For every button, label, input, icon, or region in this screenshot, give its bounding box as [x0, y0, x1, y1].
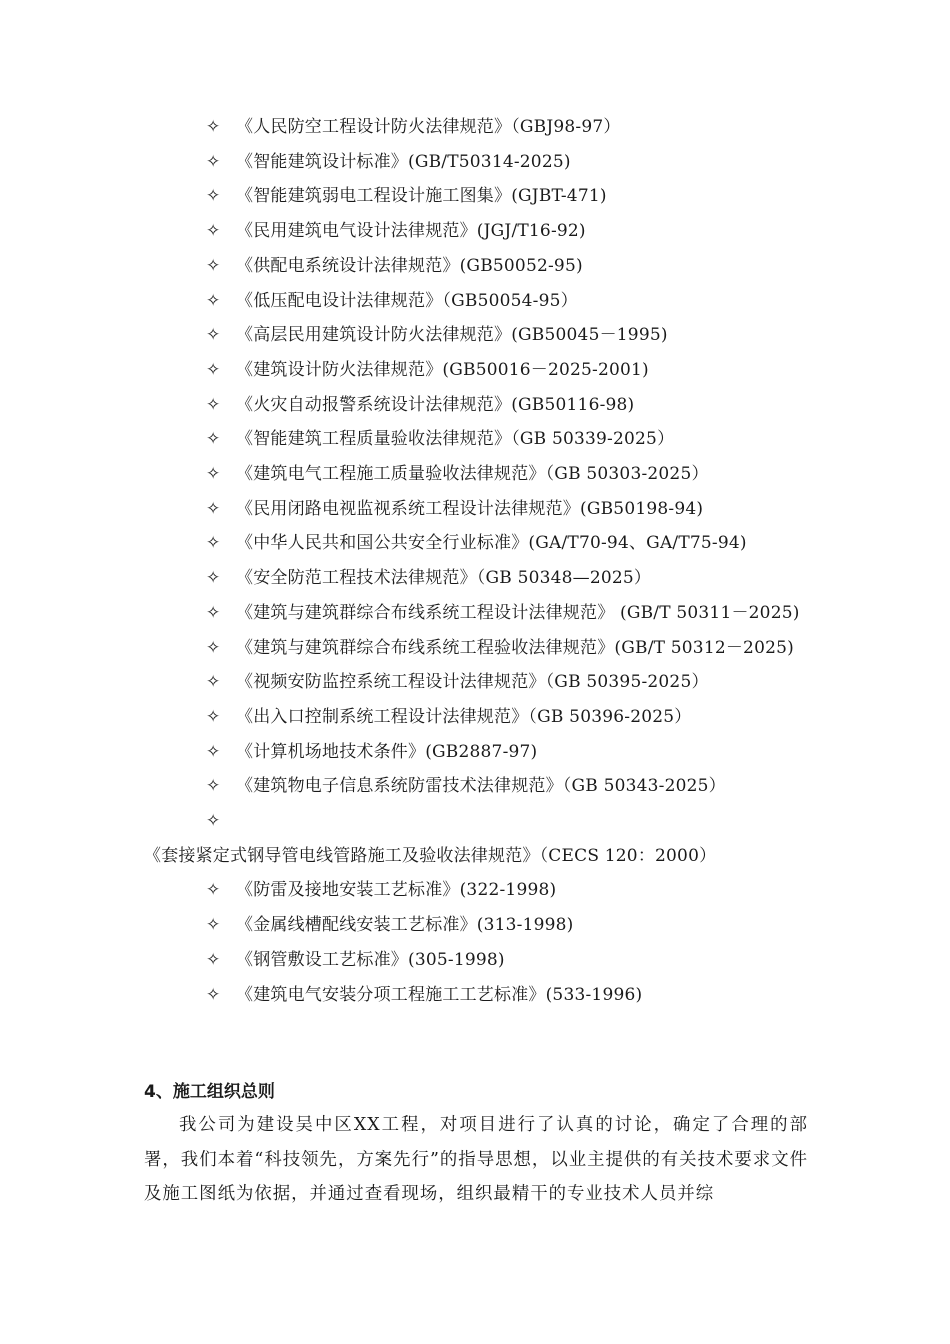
construction-principles-section [144, 1076, 808, 1212]
section-heading: 4、施工组织总则 [144, 1082, 275, 1102]
reference-text: 《智能建筑设计标准》(GB/T50314-2025) [236, 151, 571, 172]
reference-item [144, 179, 808, 214]
reference-text: 《火灾自动报警系统设计法律规范》(GB50116-98) [236, 394, 635, 415]
reference-item [144, 943, 808, 978]
reference-text: 《金属线槽配线安装工艺标准》(313-1998) [236, 915, 574, 936]
reference-text: 《建筑与建筑群综合布线系统工程验收法律规范》(GB/T 50312－2025) [236, 637, 794, 658]
diamond-bullet-icon: ✧ [206, 533, 221, 554]
reference-text: 《钢管敷设工艺标准》(305-1998) [236, 949, 505, 970]
reference-item [144, 700, 808, 735]
reference-item [144, 353, 808, 388]
diamond-bullet-icon: ✧ [206, 325, 221, 346]
reference-item [144, 318, 808, 353]
diamond-bullet-icon: ✧ [206, 221, 221, 242]
diamond-bullet-icon: ✧ [206, 151, 221, 172]
diamond-bullet-icon: ✧ [206, 568, 221, 589]
reference-item [144, 214, 808, 249]
reference-text: 《人民防空工程设计防火法律规范》（GBJ98-97） [236, 117, 621, 137]
reference-item [144, 110, 808, 145]
reference-text: 《智能建筑弱电工程设计施工图集》(GJBT-471) [236, 186, 607, 207]
reference-text: 《套接紧定式钢导管电线管路施工及验收法律规范》（CECS 120：2000） [144, 845, 717, 866]
reference-text: 《出入口控制系统工程设计法律规范》（GB 50396-2025） [236, 706, 692, 727]
diamond-bullet-icon: ✧ [206, 255, 221, 276]
reference-item [144, 631, 808, 666]
diamond-bullet-icon: ✧ [206, 706, 221, 727]
reference-text: 《建筑电气安装分项工程施工工艺标准》(533-1996) [236, 984, 643, 1005]
reference-text: 《民用建筑电气设计法律规范》(JGJ/T16-92) [236, 221, 586, 242]
reference-text: 《低压配电设计法律规范》（GB50054-95） [236, 290, 578, 311]
reference-text: 《安全防范工程技术法律规范》（GB 50348—2025） [236, 568, 652, 589]
diamond-bullet-icon: ✧ [206, 186, 221, 207]
reference-text: 《视频安防监控系统工程设计法律规范》（GB 50395-2025） [236, 672, 709, 693]
diamond-bullet-icon: ✧ [206, 429, 221, 450]
reference-item [144, 492, 808, 527]
diamond-bullet-icon: ✧ [206, 811, 221, 832]
reference-item [144, 735, 808, 770]
reference-standards-list [144, 110, 808, 1012]
diamond-bullet-icon: ✧ [206, 776, 221, 797]
reference-text: 《建筑与建筑群综合布线系统工程设计法律规范》 (GB/T 50311－2025) [236, 602, 800, 623]
diamond-bullet-icon: ✧ [206, 464, 221, 485]
reference-item [144, 526, 808, 561]
diamond-bullet-icon: ✧ [206, 394, 221, 415]
reference-text: 《建筑物电子信息系统防雷技术法律规范》（GB 50343-2025） [236, 776, 726, 797]
reference-text: 《智能建筑工程质量验收法律规范》（GB 50339-2025） [236, 429, 675, 450]
reference-text: 《建筑设计防火法律规范》(GB50016－2025-2001) [236, 359, 649, 380]
reference-item [144, 284, 808, 319]
reference-item [144, 457, 808, 492]
reference-item [144, 596, 808, 631]
reference-text: 《防雷及接地安装工艺标准》(322-1998) [236, 880, 557, 901]
reference-text: 《中华人民共和国公共安全行业标准》(GA/T70-94、GA/T75-94) [236, 533, 747, 554]
reference-item [144, 665, 808, 700]
reference-text: 《供配电系统设计法律规范》(GB50052-95) [236, 255, 583, 276]
reference-item [144, 388, 808, 423]
reference-item [144, 978, 808, 1013]
diamond-bullet-icon: ✧ [206, 984, 221, 1005]
reference-item [144, 422, 808, 457]
diamond-bullet-icon: ✧ [206, 915, 221, 936]
diamond-bullet-icon: ✧ [206, 672, 221, 693]
diamond-bullet-icon: ✧ [206, 637, 221, 658]
reference-item [144, 145, 808, 180]
reference-text: 《计算机场地技术条件》(GB2887-97) [236, 741, 538, 762]
reference-item [144, 769, 808, 804]
diamond-bullet-icon: ✧ [206, 498, 221, 519]
section-paragraph: 我公司为建设吴中区XX工程，对项目进行了认真的讨论，确定了合理的部署，我们本着“科技领先，方案先行”的指导思想，以业主提供的有关技术要求文件及施工图纸为依据，并通过查看现场，组织最精干的专业技术人员并综 [144, 1115, 808, 1205]
reference-text: 《建筑电气工程施工质量验收法律规范》（GB 50303-2025） [236, 464, 709, 485]
reference-item [144, 873, 808, 908]
reference-item [144, 804, 808, 873]
diamond-bullet-icon: ✧ [206, 949, 221, 970]
diamond-bullet-icon: ✧ [206, 359, 221, 380]
diamond-bullet-icon: ✧ [206, 602, 221, 623]
diamond-bullet-icon: ✧ [206, 117, 221, 137]
reference-text: 《高层民用建筑设计防火法律规范》(GB50045－1995) [236, 325, 668, 346]
reference-item [144, 561, 808, 596]
diamond-bullet-icon: ✧ [206, 741, 221, 762]
reference-item [144, 908, 808, 943]
diamond-bullet-icon: ✧ [206, 290, 221, 311]
reference-item [144, 249, 808, 284]
reference-text: 《民用闭路电视监视系统工程设计法律规范》(GB50198-94) [236, 498, 704, 519]
diamond-bullet-icon: ✧ [206, 880, 221, 901]
